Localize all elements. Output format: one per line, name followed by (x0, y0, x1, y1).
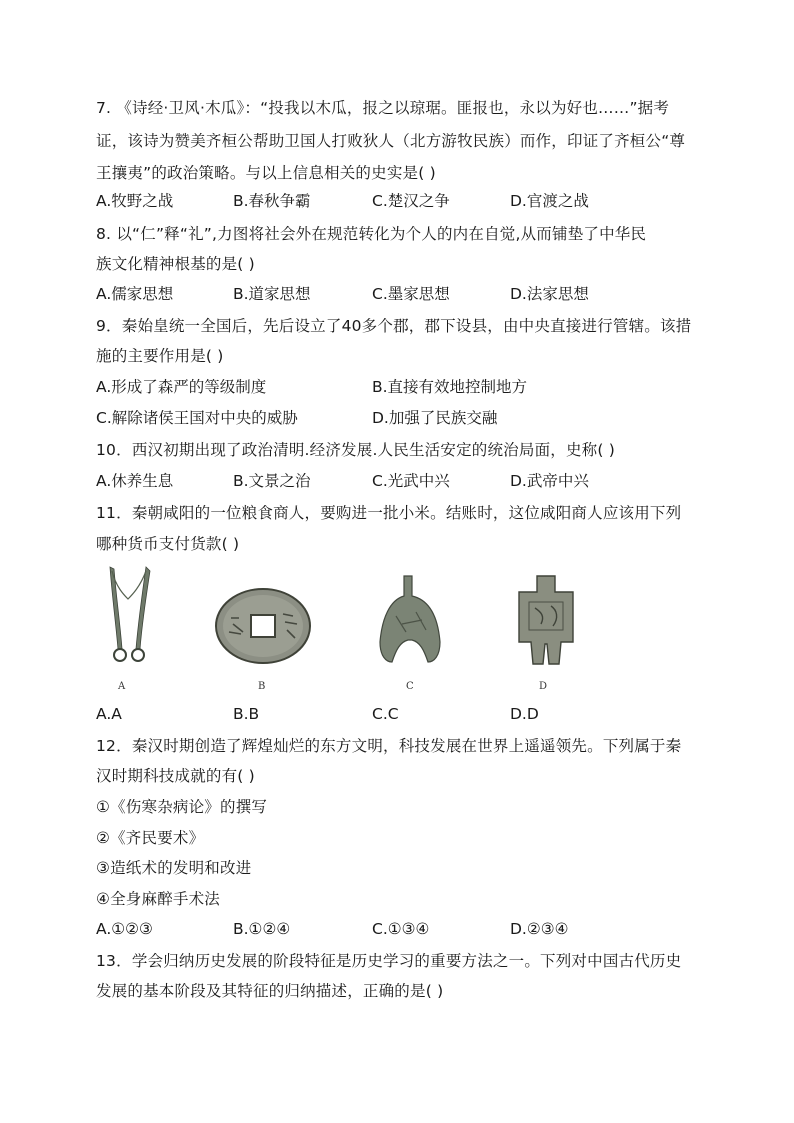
q7-option-a[interactable]: A.牧野之战 (96, 192, 174, 210)
q12-stem-line-2: 汉时期科技成就的有( ) (96, 767, 255, 785)
q9-option-a[interactable]: A.形成了森严的等级制度 (96, 378, 267, 396)
q9-option-d[interactable]: D.加强了民族交融 (372, 409, 498, 427)
knife-coin-image (100, 565, 156, 665)
q12-item-1: ①《伤寒杂病论》的撰写 (96, 798, 268, 816)
spade-coin-image (372, 572, 450, 668)
q10-stem: 10．西汉初期出现了政治清明.经济发展.人民生活安定的统治局面，史称( ) (96, 441, 616, 459)
q10-option-a[interactable]: A.休养生息 (96, 472, 174, 490)
round-coin-image (213, 586, 313, 666)
square-spade-coin-image (511, 572, 581, 668)
q11-option-a[interactable]: A.A (96, 705, 122, 723)
q8-stem-line-2: 族文化精神根基的是( ) (96, 255, 255, 273)
q13-stem-line-2: 发展的基本阶段及其特征的归纳描述，正确的是( ) (96, 982, 444, 1000)
q11-stem-line-2: 哪种货币支付货款( ) (96, 535, 240, 553)
q7-stem-line-1: 7. 《诗经·卫风·木瓜》：“投我以木瓜，报之以琼琚。匪报也，永以为好也……”据考 (96, 99, 670, 117)
q9-stem-line-1: 9．秦始皇统一全国后，先后设立了40多个郡，郡下设县，由中央直接进行管辖。该措 (96, 317, 692, 335)
q9-option-c[interactable]: C.解除诸侯王国对中央的威胁 (96, 409, 298, 427)
q9-option-b[interactable]: B.直接有效地控制地方 (372, 378, 528, 396)
q8-option-d[interactable]: D.法家思想 (510, 285, 589, 303)
q10-option-b[interactable]: B.文景之治 (233, 472, 311, 490)
q12-option-c[interactable]: C.①③④ (372, 920, 430, 938)
q13-stem-line-1: 13．学会归纳历史发展的阶段特征是历史学习的重要方法之一。下列对中国古代历史 (96, 952, 682, 970)
q11-option-b[interactable]: B.B (233, 705, 260, 723)
coin-caption-b: B (258, 681, 266, 692)
q12-item-3: ③造纸术的发明和改进 (96, 859, 252, 877)
q10-option-c[interactable]: C.光武中兴 (372, 472, 450, 490)
q12-item-2: ②《齐民要术》 (96, 829, 205, 847)
q11-option-c[interactable]: C.C (372, 705, 399, 723)
q7-stem-line-2: 证，该诗为赞美齐桓公帮助卫国人打败狄人（北方游牧民族）而作，印证了齐桓公“尊 (96, 132, 686, 150)
q8-option-b[interactable]: B.道家思想 (233, 285, 311, 303)
q11-option-d[interactable]: D.D (510, 705, 539, 723)
q8-option-c[interactable]: C.墨家思想 (372, 285, 450, 303)
q12-option-d[interactable]: D.②③④ (510, 920, 569, 938)
q7-option-d[interactable]: D.官渡之战 (510, 192, 589, 210)
coin-caption-c: C (406, 681, 414, 692)
q7-option-c[interactable]: C.楚汉之争 (372, 192, 450, 210)
coin-caption-d: D (539, 681, 548, 692)
q7-stem-line-3: 王攘夷”的政治策略。与以上信息相关的史实是( ) (96, 164, 436, 182)
coin-caption-a: A (118, 681, 126, 692)
q12-option-a[interactable]: A.①②③ (96, 920, 153, 938)
q8-option-a[interactable]: A.儒家思想 (96, 285, 174, 303)
q11-stem-line-1: 11．秦朝咸阳的一位粮食商人，要购进一批小米。结账时，这位咸阳商人应该用下列 (96, 504, 682, 522)
q12-item-4: ④全身麻醉手术法 (96, 890, 220, 908)
q9-stem-line-2: 施的主要作用是( ) (96, 347, 224, 365)
q12-option-b[interactable]: B.①②④ (233, 920, 291, 938)
q8-stem-line-1: 8. 以“仁”释“礼”,力图将社会外在规范转化为个人的内在自觉,从而铺垫了中华民 (96, 225, 647, 243)
q12-stem-line-1: 12．秦汉时期创造了辉煌灿烂的东方文明，科技发展在世界上遥遥领先。下列属于秦 (96, 737, 682, 755)
q10-option-d[interactable]: D.武帝中兴 (510, 472, 589, 490)
q7-option-b[interactable]: B.春秋争霸 (233, 192, 311, 210)
